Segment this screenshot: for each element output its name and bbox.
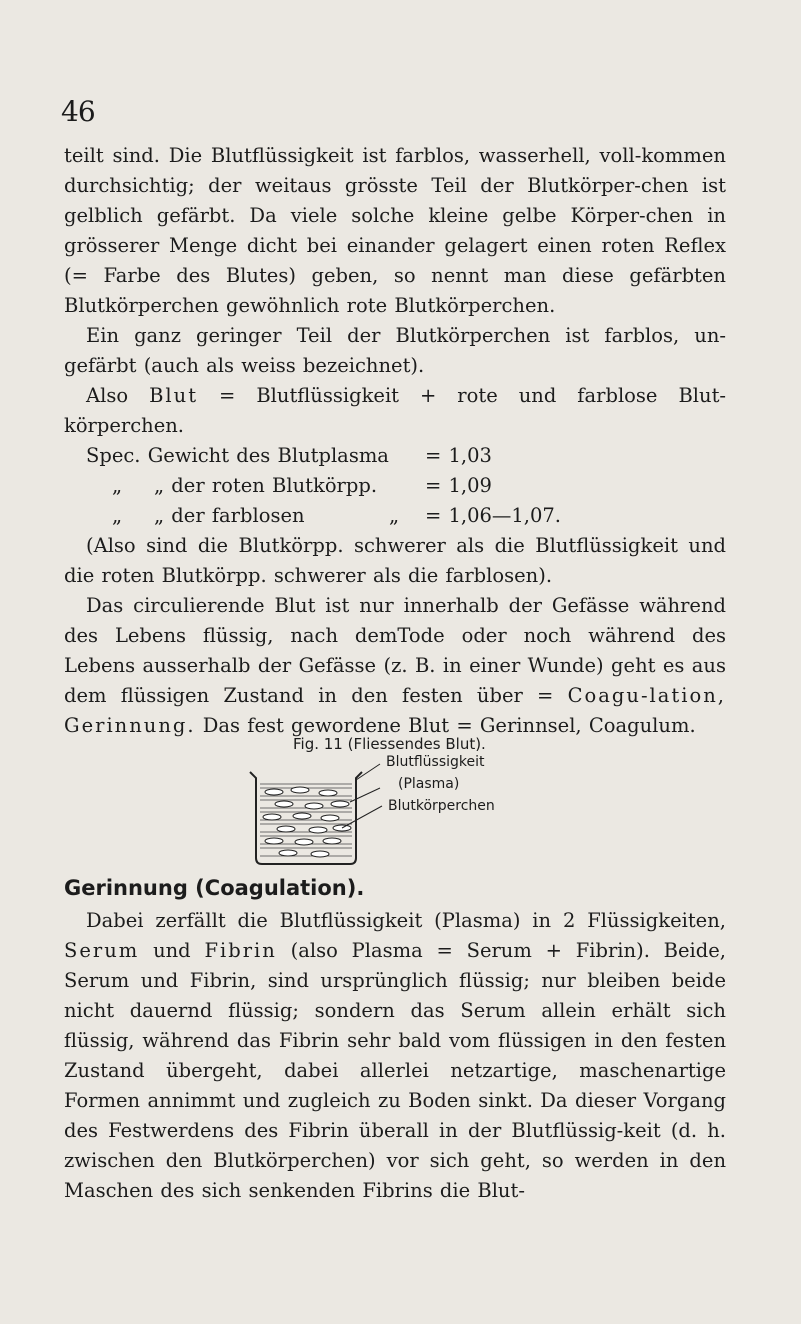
spec-row-ditto: „: [388, 504, 400, 527]
para6-mid: und: [153, 939, 191, 962]
specific-gravity-table: [86, 441, 561, 531]
spec-row: [86, 471, 561, 501]
page-number: 46: [61, 95, 95, 128]
section-heading: Gerinnung (Coagulation).: [64, 876, 365, 900]
spec-row-value: = 1,09: [424, 474, 492, 497]
label-blood-corpuscles: Blutkörperchen: [388, 798, 495, 814]
spec-row-text: Gewicht des Blutplasma: [147, 444, 389, 467]
paragraph-5: [64, 591, 726, 741]
spec-row-ditto: [389, 471, 425, 501]
spec-row-prefix: Spec.: [86, 444, 141, 467]
label-plasma: (Plasma): [398, 776, 460, 792]
figure-caption: Fig. 11 (Fliessendes Blut).: [293, 735, 486, 753]
paragraph-3: [64, 381, 726, 441]
paragraph-4: (Also sind die Blutkörpp. schwerer als die Blutflüssigkeit und die roten Blutkörpp. schwerer als die farblosen).: [64, 534, 726, 587]
para5-text: Das circulierende Blut ist nur innerhalb der Gefässe während des Lebens flüssig, nach demTode oder noch während des Lebens ausserhalb der Gefässe (z. B. in einer Wunde) geht es aus dem flüssigen Zustand in den festen über =: [64, 594, 726, 707]
upper-text-block: [64, 141, 726, 741]
label-plasma-fluid: Blutflüssigkeit: [386, 754, 485, 770]
spec-row: [86, 441, 561, 471]
spec-row-text: „ der farblosen: [154, 504, 305, 527]
para3-rest: = Blutflüssigkeit + rote und farblose Blut-körperchen.: [64, 384, 726, 437]
para5-term: Coagu-lation, Gerinnung.: [64, 684, 726, 737]
para6-rest: (also Plasma = Serum + Fibrin). Beide, Serum und Fibrin, sind ursprünglich flüssig; nur bleiben beide nicht dauernd flüssig; sondern das Serum allein erhält sich flüssig, während das Fibrin sehr bald vom flüssigen in den festen Zustand übergeht, dabei allerlei netzartige, maschenartige Formen annimmt und zugleich zu Boden sinkt. Da dieser Vorgang des Festwerdens des Fibrin überall in der Blutflüssig-keit (d. h. zwischen den Blutkörperchen) vor sich geht, so werden in den Maschen des sich senkenden Fibrins die Blut-: [64, 939, 727, 1202]
spec-row-prefix: „: [112, 504, 123, 527]
paragraph-2: Ein ganz geringer Teil der Blutkörperchen ist farblos, un-gefärbt (auch als weiss bezeichnet).: [64, 324, 726, 377]
spec-row-label: [86, 501, 389, 531]
spec-row-label: [86, 441, 389, 471]
figure-flowing-blood: [230, 754, 650, 872]
para3-lead: Also: [86, 384, 129, 407]
lower-text-block: [64, 906, 726, 1206]
spec-row-prefix: „: [112, 474, 123, 497]
spec-row-text: „ der roten Blutkörpp.: [154, 474, 378, 497]
paragraph-1: teilt sind. Die Blutflüssigkeit ist farblos, wasserhell, voll-kommen durchsichtig; der weitaus grösste Teil der Blutkörper-chen ist gelblich gefärbt. Da viele solche kleine gelbe Körper-chen in grösserer Menge dicht bei einander gelagert einen roten Reflex (= Farbe des Blutes) geben, so nennt man diese gefärbten Blutkörperchen gewöhnlich rote Blutkörperchen.: [64, 144, 726, 317]
spec-row: [86, 501, 561, 531]
spec-row-ditto: [389, 441, 425, 471]
para6-term-serum: Serum: [64, 939, 140, 962]
paragraph-6: [64, 906, 726, 1206]
para5-rest: Das fest gewordene Blut = Gerinnsel, Coagulum.: [202, 714, 696, 737]
para6-lead: Dabei zerfällt die Blutflüssigkeit (Plasma) in 2 Flüssigkeiten,: [86, 909, 726, 932]
spec-row-value: = 1,03: [424, 444, 492, 467]
spec-row-label: [86, 471, 389, 501]
spec-row-value: = 1,06—1,07.: [424, 504, 562, 527]
para3-term: Blut: [149, 384, 199, 407]
para6-term-fibrin: Fibrin: [204, 939, 277, 962]
